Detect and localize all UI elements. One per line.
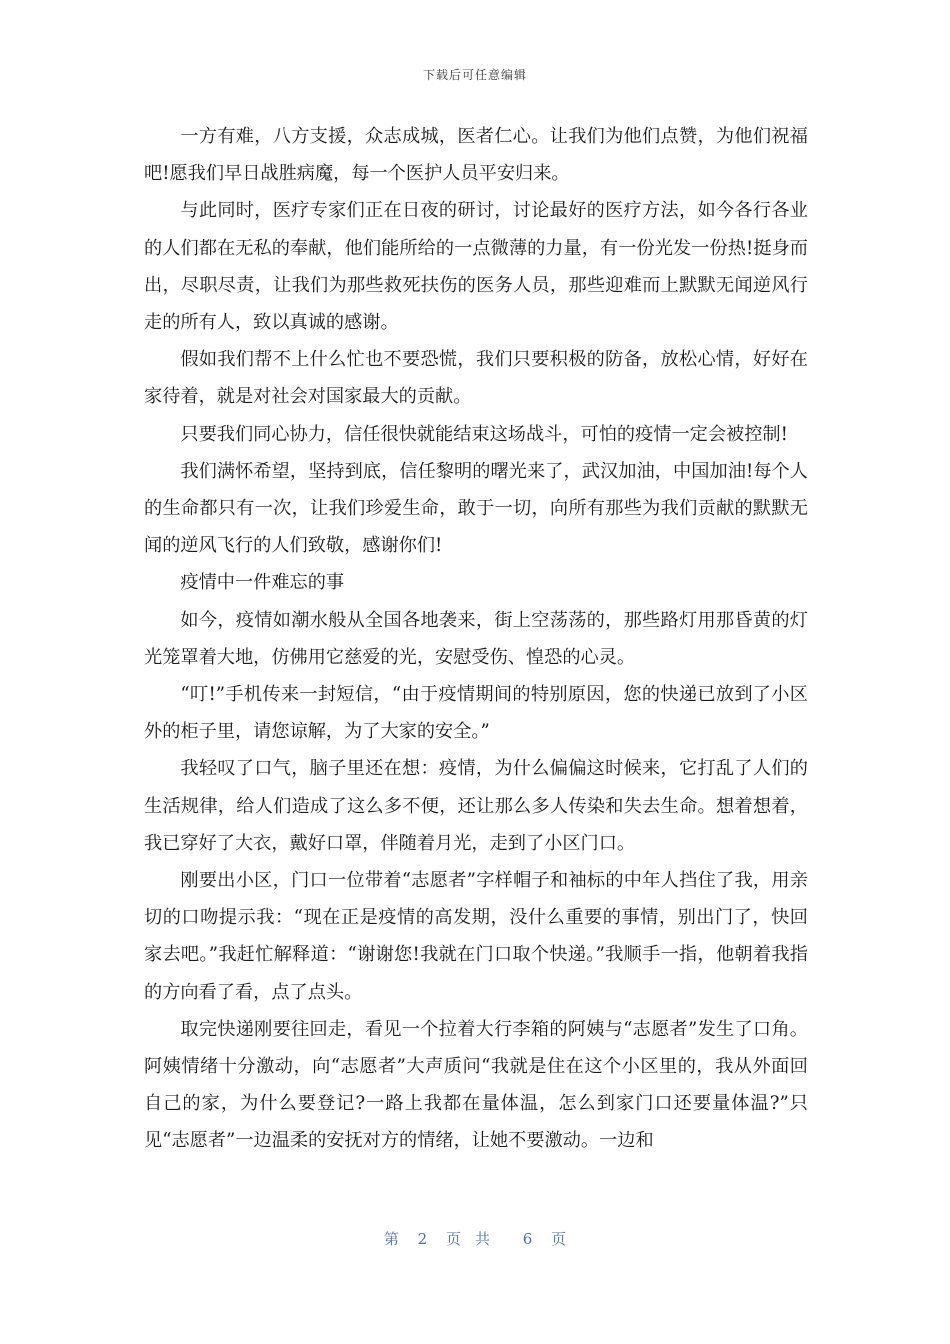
section-title: 疫情中一件难忘的事: [180, 572, 345, 594]
paragraph: 一方有难，八方支援，众志成城，医者仁心。让我们为他们点赞，为他们祝福吧!愿我们早日战胜病魔，每一个医护人员平安归来。: [144, 126, 808, 185]
paragraph: 我轻叹了口气，脑子里还在想：疫情，为什么偏偏这时候来，它打乱了人们的生活规律，给人们造成了这么多不便，还让那么多人传染和失去生命。想着想着，我已穿好了大衣，戴好口罩，伴随着月光，走到了小区门口。: [144, 758, 808, 854]
page-label-ye: 页: [551, 1230, 567, 1248]
paragraph: 我们满怀希望，坚持到底，信任黎明的曙光来了，武汉加油，中国加油!每个人的生命都只有一次，让我们珍爱生命，敢于一切，向所有那些为我们贡献的默默无闻的逆风飞行的人们致敬，感谢你们!: [144, 460, 808, 557]
paragraph: 刚要出小区，门口一位带着“志愿者”字样帽子和袖标的中年人挡住了我，用亲切的口吻提示我：“现在正是疫情的高发期，没什么重要的事情，别出门了，快回家去吧。”我赶忙解释道：“谢谢您!我就在门口取个快递。”我顺手一指，他朝着我指的方向看了看，点了点头。: [144, 870, 808, 1003]
page-label-ye-gong: 页共: [445, 1230, 504, 1248]
paragraph: “叮!”手机传来一封短信，“由于疫情期间的特别原因，您的快递已放到了小区外的柜子里，请您谅解，为了大家的安全。”: [144, 684, 808, 743]
page-number: [0, 1228, 950, 1249]
paragraph: 只要我们同心协力，信任很快就能结束这场战斗，可怕的疫情一定会被控制!: [180, 423, 788, 445]
paragraph: 取完快递刚要往回走，看见一个拉着大行李箱的阿姨与“志愿者”发生了口角。阿姨情绪十分激动，向“志愿者”大声质问“我就是住在这个小区里的，我从外面回自己的家，为什么要登记?一路上我都在量体温，怎么到家门口还要量体温?”只见“志愿者”一边温柔的安抚对方的情绪，让她不要激动。一边和: [144, 1018, 808, 1152]
paragraph: 与此同时，医疗专家们正在日夜的研讨，讨论最好的医疗方法，如今各行各业的人们都在无私的奉献，他们能所给的一点微薄的力量，有一份光发一份热!挺身而出，尽职尽责，让我们为那些救死扶伤的医务人员，那些迎难而上默默无闻逆风行走的所有人，致以真诚的感谢。: [144, 200, 808, 334]
page-label-di: 第: [383, 1230, 399, 1248]
current-page: 2: [417, 1230, 428, 1248]
paragraph: 如今，疫情如潮水般从全国各地袭来，街上空荡荡的，那些路灯用那昏黄的灯光笼罩着大地，仿佛用它慈爱的光，安慰受伤、惶恐的心灵。: [144, 609, 808, 668]
page-header: 下载后可任意编辑: [422, 68, 527, 82]
document-body: [144, 118, 808, 1160]
paragraph: 假如我们帮不上什么忙也不要恐慌，我们只要积极的防备，放松心情，好好在家待着，就是对社会对国家最大的贡献。: [144, 349, 808, 408]
total-pages: 6: [522, 1230, 533, 1248]
